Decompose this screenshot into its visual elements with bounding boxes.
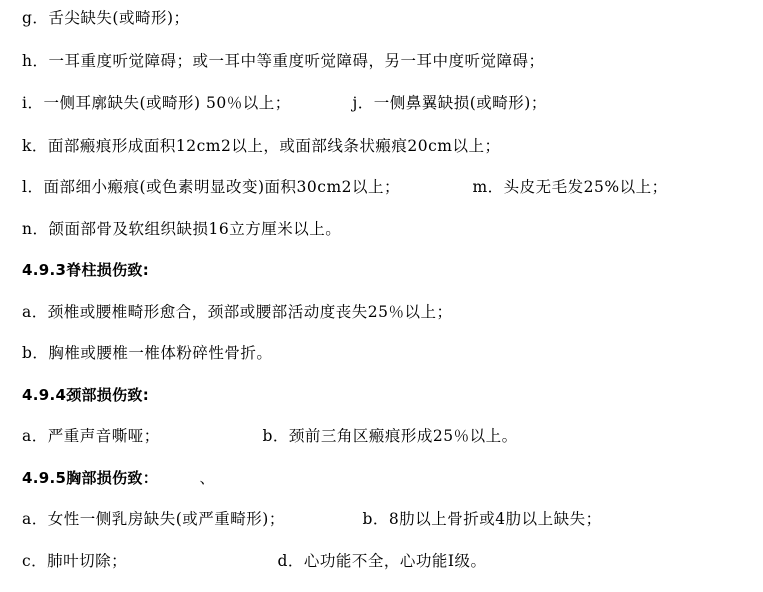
- item-text: a．颈椎或腰椎畸形愈合，颈部或腰部活动度丧失25％以上；: [22, 303, 453, 321]
- item-text-b: b．颈前三角区瘢痕形成25％以上。: [262, 427, 518, 445]
- item-text-i: i．一侧耳廓缺失(或畸形) 50％以上；: [22, 94, 291, 112]
- item-neck-a-b: [22, 426, 518, 446]
- item-n: [22, 219, 341, 239]
- stray-mark: 、: [199, 469, 215, 487]
- section-heading-neck: [22, 385, 149, 405]
- item-text-a: a．严重声音嘶哑；: [22, 427, 160, 445]
- item-chest-a-b: [22, 509, 602, 529]
- item-h: [22, 51, 545, 71]
- item-text: n．颌面部骨及软组织缺损16立方厘米以上。: [22, 220, 342, 238]
- item-text-l: l．面部细小瘢痕(或色素明显改变)面积30cm2以上；: [22, 178, 401, 196]
- item-text-b: b．8肋以上骨折或4肋以上缺失；: [362, 510, 602, 528]
- item-text-a: a．女性一侧乳房缺失(或严重畸形)；: [22, 510, 285, 528]
- item-text: g．舌尖缺失(或畸形)；: [22, 9, 190, 27]
- item-text: k．面部瘢痕形成面积12cm2以上，或面部线条状瘢痕20cm以上；: [22, 137, 501, 155]
- item-chest-c-d: [22, 551, 486, 571]
- section-heading-chest: [22, 468, 215, 488]
- section-heading-spine: [22, 260, 149, 280]
- heading-text: 4.9.3脊柱损伤致:: [22, 261, 150, 279]
- item-text-c: c．肺叶切除；: [22, 552, 128, 570]
- item-spine-a: [22, 302, 452, 322]
- item-l-m: [22, 177, 668, 197]
- item-i-j: [22, 93, 547, 113]
- item-text-m: m．头皮无毛发25%以上；: [472, 178, 668, 196]
- item-text: b．胸椎或腰椎一椎体粉碎性骨折。: [22, 344, 273, 362]
- heading-text: 4.9.5胸部损伤致：: [22, 469, 159, 487]
- heading-text: 4.9.4颈部损伤致:: [22, 386, 150, 404]
- item-k: [22, 136, 500, 156]
- item-text-j: j．一侧鼻翼缺损(或畸形)；: [352, 94, 547, 112]
- item-spine-b: [22, 343, 272, 363]
- item-text: h．一耳重度听觉障碍；或一耳中等重度听觉障碍，另一耳中度听觉障碍；: [22, 52, 545, 70]
- item-text-d: d．心功能不全，心功能Ⅰ级。: [277, 552, 487, 570]
- item-g: [22, 8, 190, 28]
